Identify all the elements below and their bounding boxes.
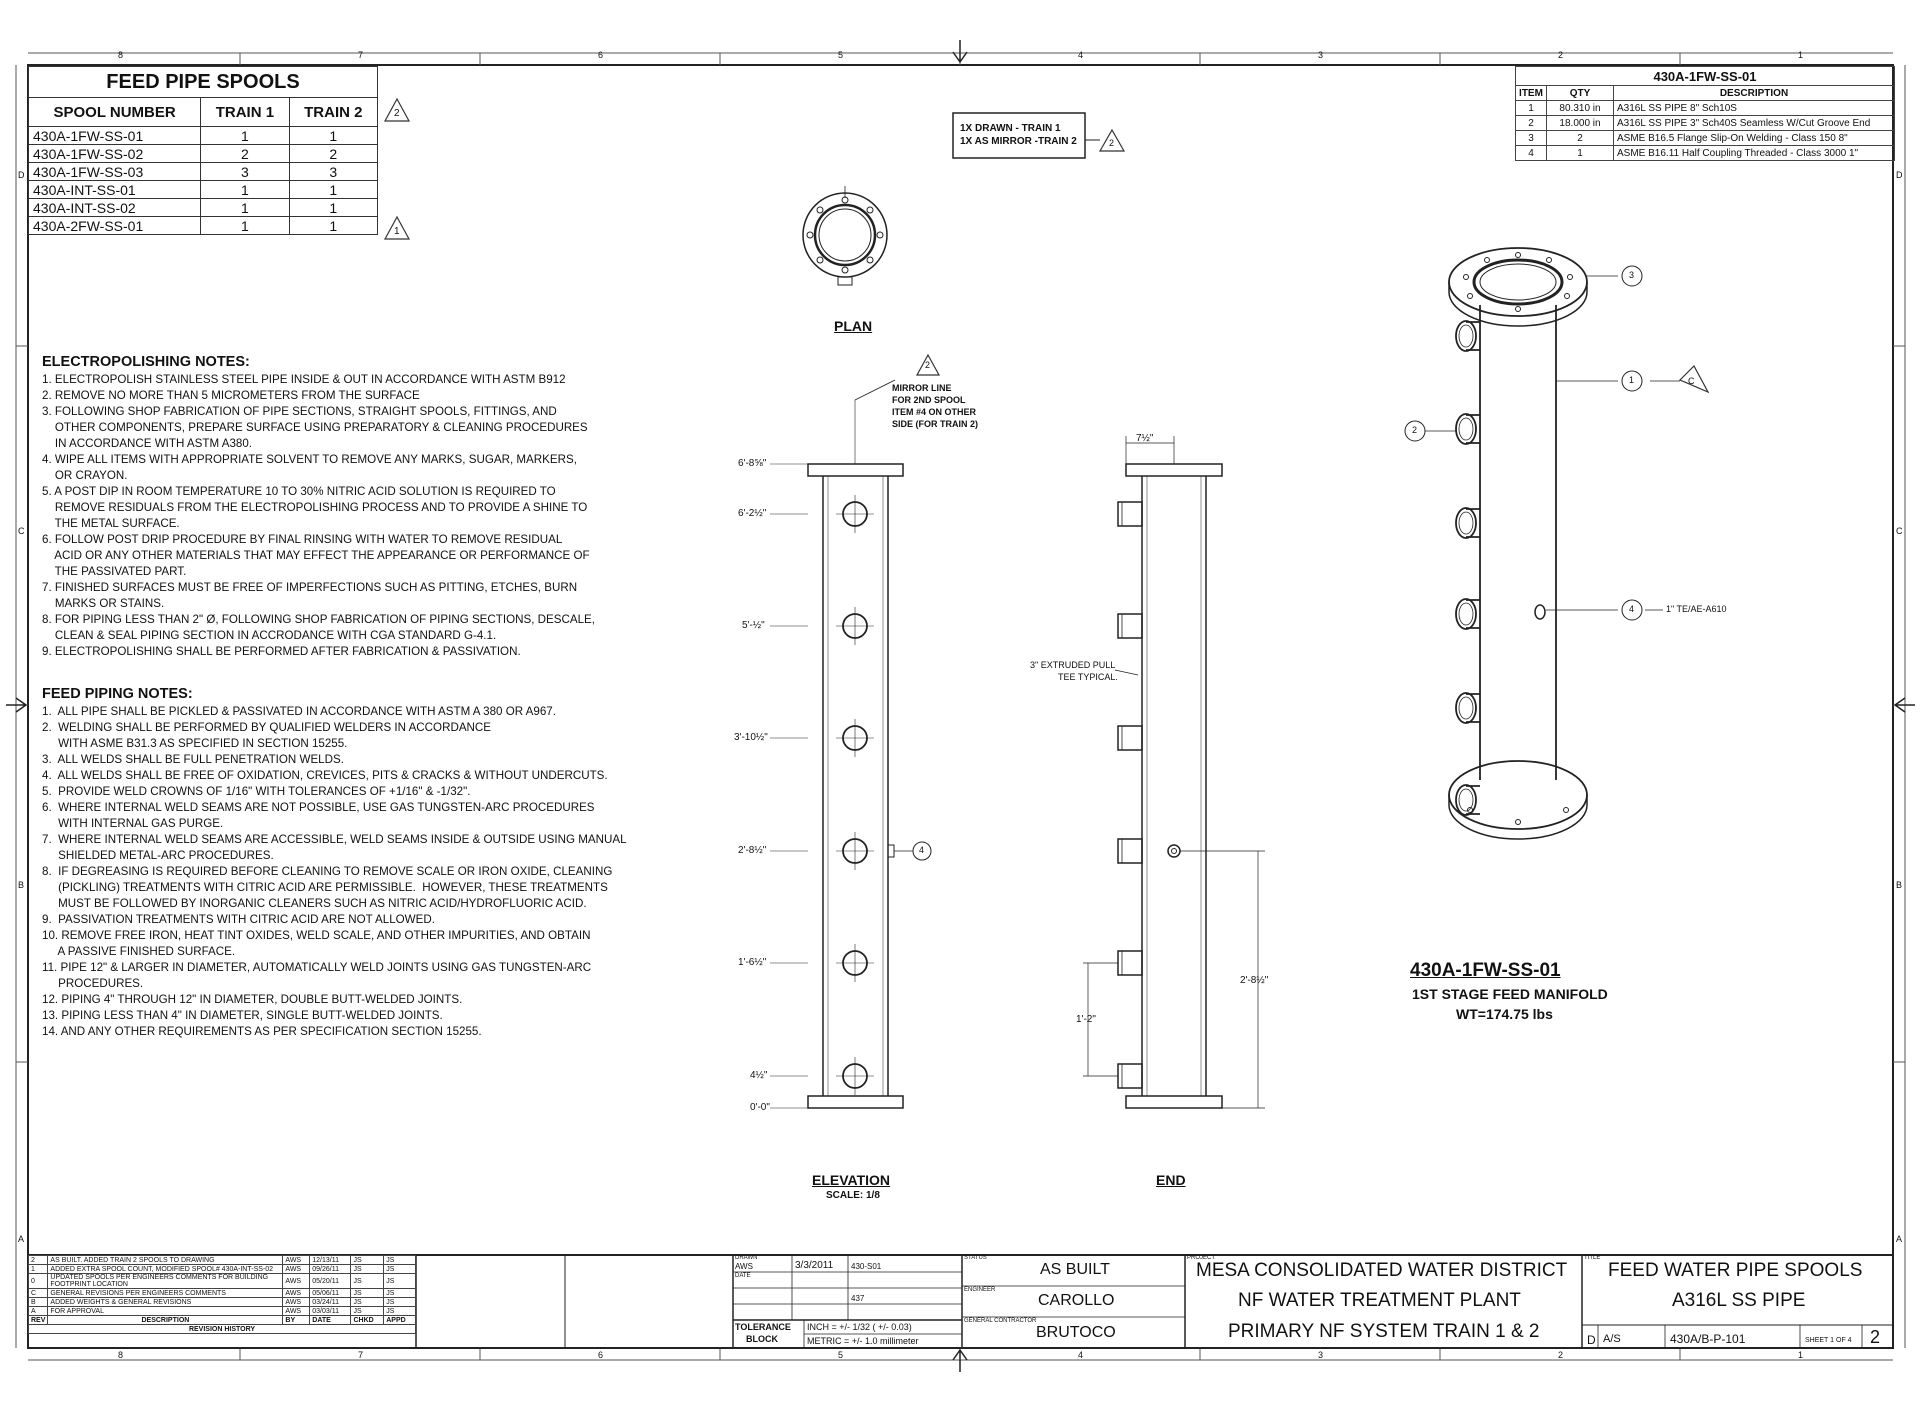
col-label-4-bottom: 4 (1078, 1350, 1084, 1360)
train1-count: 1 (201, 199, 289, 217)
electropolishing-heading: ELECTROPOLISHING NOTES: (42, 354, 250, 370)
bom-description: ASME B16.11 Half Coupling Threaded - Class 3000 1" (1614, 146, 1895, 161)
table-row (29, 1274, 416, 1289)
row-label-a: A (18, 1234, 25, 1244)
bom-item: 1 (1516, 101, 1547, 116)
feed-piping-lines (42, 704, 627, 1040)
col-label-2: 2 (1558, 50, 1564, 60)
rev-by: AWS (283, 1274, 310, 1289)
rev-header-date: DATE (310, 1316, 351, 1325)
engineer-label: ENGINEER (964, 1287, 996, 1293)
rev-header-by: BY (283, 1316, 310, 1325)
note-line: 7. FINISHED SURFACES MUST BE FREE OF IMPERFECTIONS SUCH AS PITTING, ETCHES, BURN (42, 581, 578, 594)
iso-weight: WT=174.75 lbs (1456, 1006, 1553, 1022)
col-label-1-bottom: 1 (1798, 1350, 1804, 1360)
mirror-note-line4: SIDE (FOR TRAIN 2) (892, 419, 979, 429)
row-label-b-right: B (1896, 880, 1903, 890)
rev-chkd: JS (351, 1274, 384, 1289)
tolerance-inch: INCH = +/- 1/32 ( +/- 0.03) (807, 1322, 912, 1332)
table-row (29, 217, 378, 235)
table-row (29, 1307, 416, 1316)
rev-appd: JS (384, 1274, 416, 1289)
table-row (29, 1289, 416, 1298)
title-label: TITLE (1584, 1255, 1601, 1261)
rev-header-appd: APPD (384, 1316, 416, 1325)
table-row (1516, 131, 1895, 146)
rev-by: AWS (283, 1298, 310, 1307)
rev-header-description: DESCRIPTION (48, 1316, 283, 1325)
note-line: 14. AND ANY OTHER REQUIREMENTS AS PER SPECIFICATION SECTION 15255. (42, 1025, 482, 1038)
drawing-date: 3/3/2011 (795, 1260, 834, 1271)
spool-header-train1: TRAIN 1 (201, 98, 289, 127)
iso-te-note: 1" TE/AE-A610 (1666, 604, 1727, 614)
title-line-1: FEED WATER PIPE SPOOLS (1608, 1260, 1863, 1281)
bom-description: A316L SS PIPE 8" Sch10S (1614, 101, 1895, 116)
col-label-3-bottom: 3 (1318, 1350, 1324, 1360)
table-row (1516, 116, 1895, 131)
drawn-note-marker: 2 (1109, 138, 1115, 148)
elev-dim-7: 0'-0" (750, 1102, 770, 1113)
rev-date: 03/03/11 (310, 1307, 351, 1316)
row-label-c: C (18, 526, 25, 536)
spool-table (28, 66, 378, 235)
note-line: 2. WELDING SHALL BE PERFORMED BY QUALIFIED WELDERS IN ACCORDANCE (42, 721, 492, 734)
note-line: 7. WHERE INTERNAL WELD SEAMS ARE ACCESSIBLE, WELD SEAMS INSIDE & OUTSIDE USING MANUAL (42, 833, 627, 846)
table-row (29, 1256, 416, 1265)
bom-qty: 2 (1547, 131, 1614, 146)
elevation-label: ELEVATION (812, 1172, 891, 1188)
elev-dim-0: 6'-8⅝" (738, 458, 767, 469)
mirror-note-line1: MIRROR LINE (892, 383, 952, 393)
mirror-note-line2: FOR 2ND SPOOL (892, 395, 966, 405)
rev-chkd: JS (351, 1256, 384, 1265)
note-line: 6. FOLLOW POST DRIP PROCEDURE BY FINAL RINSING WITH WATER TO REMOVE RESIDUAL (42, 533, 563, 546)
rev-description: UPDATED SPOOLS PER ENGINEERS COMMENTS FOR BUILDING FOOTPRINT LOCATION (48, 1274, 283, 1289)
bom-title: 430A-1FW-SS-01 (1516, 67, 1895, 86)
bom-description: ASME B16.5 Flange Slip-On Welding - Class 150 8" (1614, 131, 1895, 146)
col-label-1: 1 (1798, 50, 1804, 60)
note-line: 11. PIPE 12" & LARGER IN DIAMETER, AUTOMATICALLY WELD JOINTS USING GAS TUNGSTEN-ARC (42, 961, 592, 974)
train2-count: 1 (289, 181, 377, 199)
project-line-1: MESA CONSOLIDATED WATER DISTRICT (1196, 1260, 1568, 1281)
bom-item: 3 (1516, 131, 1547, 146)
table-row (29, 127, 378, 145)
tolerance-label-1: TOLERANCE (735, 1322, 791, 1332)
rev-appd: JS (384, 1298, 416, 1307)
project-line-3: PRIMARY NF SYSTEM TRAIN 1 & 2 (1228, 1321, 1540, 1342)
row-label-b: B (18, 880, 25, 890)
note-line: 5. PROVIDE WELD CROWNS OF 1/16" WITH TOLERANCES OF +1/16" & -1/32". (42, 785, 471, 798)
iso-callout-3: 3 (1629, 270, 1635, 280)
note-line: IN ACCORDANCE WITH ASTM A380. (42, 437, 253, 450)
note-line: SHIELDED METAL-ARC PROCEDURES. (42, 849, 274, 862)
rev-id: 1 (29, 1265, 48, 1274)
rev-id: A (29, 1307, 48, 1316)
note-line: 4. WIPE ALL ITEMS WITH APPROPRIATE SOLVENT TO REMOVE ANY MARKS, SUGAR, MARKERS, (42, 453, 577, 466)
mirror-note-line3: ITEM #4 ON OTHER (892, 407, 977, 417)
spool-header-number: SPOOL NUMBER (29, 98, 201, 127)
tolerance-label-2: BLOCK (746, 1334, 778, 1344)
rev-header-chkd: CHKD (351, 1316, 384, 1325)
train2-count: 2 (289, 145, 377, 163)
iso-title: 430A-1FW-SS-01 (1410, 960, 1561, 981)
table-row (1516, 146, 1895, 161)
bom-header-description: DESCRIPTION (1614, 86, 1895, 101)
revision-history-table (28, 1255, 416, 1334)
train1-count: 1 (201, 181, 289, 199)
note-line: (PICKLING) TREATMENTS WITH CITRIC ACID ARE PERMISSIBLE. HOWEVER, THESE TREATMENTS (42, 881, 608, 894)
rev-chkd: JS (351, 1298, 384, 1307)
note-line: 12. PIPING 4" THROUGH 12" IN DIAMETER, DOUBLE BUTT-WELDED JOINTS. (42, 993, 463, 1006)
col-label-6: 6 (598, 50, 604, 60)
note-line: 9. ELECTROPOLISHING SHALL BE PERFORMED AFTER FABRICATION & PASSIVATION. (42, 645, 521, 658)
end-dim-right: 2'-8½" (1240, 975, 1269, 986)
spool-table-title: FEED PIPE SPOOLS (29, 67, 378, 98)
rev-description: AS BUILT. ADDED TRAIN 2 SPOOLS TO DRAWING (48, 1256, 283, 1265)
drawn-note-line2: 1X AS MIRROR -TRAIN 2 (960, 136, 1077, 147)
mirror-marker: 2 (925, 360, 931, 370)
rev-by: AWS (283, 1265, 310, 1274)
train1-count: 3 (201, 163, 289, 181)
bom-item: 2 (1516, 116, 1547, 131)
note-line: THE PASSIVATED PART. (42, 565, 187, 578)
sheet-size: D (1587, 1333, 1596, 1347)
col-label-7: 7 (358, 50, 364, 60)
note-line: 5. A POST DIP IN ROOM TEMPERATURE 10 TO 30% NITRIC ACID SOLUTION IS REQUIRED TO (42, 485, 556, 498)
title-line-2: A316L SS PIPE (1672, 1290, 1806, 1311)
electropolishing-notes (42, 354, 602, 660)
rev-marker-1: 1 (394, 226, 400, 237)
spool-no: 430-S01 (851, 1262, 882, 1271)
note-line: 3. ALL WELDS SHALL BE FULL PENETRATION WELDS. (42, 753, 344, 766)
elevation-scale: SCALE: 1/8 (826, 1190, 880, 1201)
bom-description: A316L SS PIPE 3" Sch40S Seamless W/Cut Groove End (1614, 116, 1895, 131)
iso-callout-4: 4 (1629, 604, 1635, 614)
tee-note-line1: 3" EXTRUDED PULL (1030, 660, 1116, 670)
rev-description: ADDED EXTRA SPOOL COUNT, MODIFIED SPOOL# 430A-INT-SS-02 (48, 1265, 283, 1274)
rev-id: B (29, 1298, 48, 1307)
note-line: MARKS OR STAINS. (42, 597, 165, 610)
train2-count: 3 (289, 163, 377, 181)
rev-appd: JS (384, 1307, 416, 1316)
feed-piping-notes (42, 686, 627, 1040)
note-line: 1. ELECTROPOLISH STAINLESS STEEL PIPE INSIDE & OUT IN ACCORDANCE WITH ASTM B912 (42, 373, 566, 386)
note-line: OR CRAYON. (42, 469, 128, 482)
feed-piping-heading: FEED PIPING NOTES: (42, 686, 193, 702)
rev-chkd: JS (351, 1289, 384, 1298)
train1-count: 1 (201, 217, 289, 235)
train2-count: 1 (289, 217, 377, 235)
table-row (29, 163, 378, 181)
table-row (29, 1265, 416, 1274)
rev-id: 0 (29, 1274, 48, 1289)
end-label: END (1156, 1172, 1186, 1188)
note-line: REMOVE RESIDUALS FROM THE ELECTROPOLISHING PROCESS AND TO PROVIDE A SHINE TO (42, 501, 588, 514)
note-line: 9. PASSIVATION TREATMENTS WITH CITRIC ACID ARE NOT ALLOWED. (42, 913, 435, 926)
table-row (29, 1298, 416, 1307)
plan-label: PLAN (834, 318, 873, 334)
col-label-8-bottom: 8 (118, 1350, 124, 1360)
table-row (29, 181, 378, 199)
status-value: AS BUILT (1040, 1261, 1110, 1278)
tolerance-metric: METRIC = +/- 1.0 millimeter (807, 1336, 919, 1346)
rev-chkd: JS (351, 1307, 384, 1316)
note-line: 13. PIPING LESS THAN 4" IN DIAMETER, SINGLE BUTT-WELDED JOINTS. (42, 1009, 443, 1022)
note-line: WITH INTERNAL GAS PURGE. (42, 817, 224, 830)
col-label-5: 5 (838, 50, 844, 60)
rev-description: GENERAL REVISIONS PER ENGINEERS COMMENTS (48, 1289, 283, 1298)
status-label: STATUS (964, 1255, 987, 1261)
contractor-value: BRUTOCO (1036, 1324, 1116, 1341)
drawn-label: DRAWN (735, 1255, 758, 1261)
rev-by: AWS (283, 1256, 310, 1265)
elevation-view (770, 380, 931, 1108)
note-line: A PASSIVE FINISHED SURFACE. (42, 945, 236, 958)
rev-appd: JS (384, 1289, 416, 1298)
project-no: 437 (851, 1294, 865, 1303)
tee-note-line2: TEE TYPICAL. (1058, 672, 1118, 682)
spool-number: 430A-1FW-SS-01 (29, 127, 201, 145)
train1-count: 2 (201, 145, 289, 163)
col-label-2-bottom: 2 (1558, 1350, 1564, 1360)
iso-view (1405, 248, 1680, 839)
revision-history-label: REVISION HISTORY (29, 1325, 416, 1334)
note-line: 2. REMOVE NO MORE THAN 5 MICROMETERS FROM THE SURFACE (42, 389, 420, 402)
train1-count: 1 (201, 127, 289, 145)
drawn-by: AWS (735, 1262, 753, 1271)
note-line: 8. IF DEGREASING IS REQUIRED BEFORE CLEANING TO REMOVE SCALE OR IRON OXIDE, CLEANING (42, 865, 613, 878)
table-row (29, 145, 378, 163)
electropolishing-lines (42, 372, 602, 660)
note-line: 1. ALL PIPE SHALL BE PICKLED & PASSIVATED IN ACCORDANCE WITH ASTM A 380 OR A967. (42, 705, 556, 718)
rev-by: AWS (283, 1307, 310, 1316)
row-label-c-right: C (1896, 526, 1903, 536)
note-line: 6. WHERE INTERNAL WELD SEAMS ARE NOT POSSIBLE, USE GAS TUNGSTEN-ARC PROCEDURES (42, 801, 595, 814)
rev-date: 09/26/11 (310, 1265, 351, 1274)
spool-number: 430A-INT-SS-02 (29, 199, 201, 217)
note-line: 4. ALL WELDS SHALL BE FREE OF OXIDATION, CREVICES, PITS & CRACKS & WITHOUT UNDERCUTS. (42, 769, 608, 782)
note-line: WITH ASME B31.3 AS SPECIFIED IN SECTION 15255. (42, 737, 348, 750)
engineer-value: CAROLLO (1038, 1292, 1115, 1309)
end-dim-left: 1'-2" (1076, 1014, 1096, 1025)
spool-number: 430A-1FW-SS-03 (29, 163, 201, 181)
rev-date: 12/13/11 (310, 1256, 351, 1265)
rev-date: 05/06/11 (310, 1289, 351, 1298)
train2-count: 1 (289, 127, 377, 145)
rev-chkd: JS (351, 1265, 384, 1274)
project-line-2: NF WATER TREATMENT PLANT (1238, 1290, 1521, 1311)
row-label-d-right: D (1896, 170, 1903, 180)
note-line: ACID OR ANY OTHER MATERIALS THAT MAY EFFECT THE APPEARANCE OR PERFORMANCE OF (42, 549, 590, 562)
bom-header-qty: QTY (1547, 86, 1614, 101)
row-label-a-right: A (1896, 1234, 1903, 1244)
rev-header-rev: REV (29, 1316, 48, 1325)
note-line: OTHER COMPONENTS, PREPARE SURFACE USING PREPARATORY & CLEANING PROCEDURES (42, 421, 588, 434)
table-row (1516, 101, 1895, 116)
bom-qty: 1 (1547, 146, 1614, 161)
iso-subtitle: 1ST STAGE FEED MANIFOLD (1412, 986, 1608, 1002)
project-label: PROJECT (1187, 1255, 1216, 1261)
bom-qty: 18.000 in (1547, 116, 1614, 131)
rev-description: FOR APPROVAL (48, 1307, 283, 1316)
rev-id: 2 (29, 1256, 48, 1265)
rev-id: C (29, 1289, 48, 1298)
revision-number: 2 (1870, 1327, 1881, 1347)
col-label-3: 3 (1318, 50, 1324, 60)
rev-marker-2: 2 (394, 108, 400, 119)
elev-dim-1: 6'-2½" (738, 508, 767, 519)
col-label-4: 4 (1078, 50, 1084, 60)
rev-description: ADDED WEIGHTS & GENERAL REVISIONS (48, 1298, 283, 1307)
date-label: DATE (735, 1273, 751, 1279)
drawn-note-line1: 1X DRAWN - TRAIN 1 (960, 123, 1061, 134)
col-label-7-bottom: 7 (358, 1350, 364, 1360)
rev-by: AWS (283, 1289, 310, 1298)
revision-header-row (29, 1316, 416, 1325)
scale-value: A/S (1603, 1333, 1621, 1345)
elev-dim-4: 2'-8½" (738, 845, 767, 856)
end-top-dim: 7½" (1136, 433, 1154, 444)
note-line: PROCEDURES. (42, 977, 144, 990)
note-line: MUST BE FOLLOWED BY INORGANIC CLEANERS SUCH AS NITRIC ACID/HYDROFLUORIC ACID. (42, 897, 587, 910)
rev-appd: JS (384, 1256, 416, 1265)
note-line: THE METAL SURFACE. (42, 517, 180, 530)
spool-number: 430A-2FW-SS-01 (29, 217, 201, 235)
sheet-number: SHEET 1 OF 4 (1805, 1337, 1852, 1344)
note-line: 8. FOR PIPING LESS THAN 2" Ø, FOLLOWING SHOP FABRICATION OF PIPING SECTIONS, DESCALE, (42, 613, 596, 626)
iso-callout-2: 2 (1412, 425, 1418, 435)
note-line: 3. FOLLOWING SHOP FABRICATION OF PIPE SECTIONS, STRAIGHT SPOOLS, FITTINGS, AND (42, 405, 557, 418)
col-label-6-bottom: 6 (598, 1350, 604, 1360)
spool-header-train2: TRAIN 2 (289, 98, 377, 127)
end-view (1083, 436, 1265, 1108)
col-label-8: 8 (118, 50, 124, 60)
spool-number: 430A-1FW-SS-02 (29, 145, 201, 163)
bom-table (1515, 66, 1895, 161)
bom-qty: 80.310 in (1547, 101, 1614, 116)
note-line: 10. REMOVE FREE IRON, HEAT TINT OXIDES, WELD SCALE, AND OTHER IMPURITIES, AND OBTAIN (42, 929, 591, 942)
spool-number: 430A-INT-SS-01 (29, 181, 201, 199)
elev-dim-6: 4½" (750, 1070, 768, 1081)
col-label-5-bottom: 5 (838, 1350, 844, 1360)
drawing-number: 430A/B-P-101 (1670, 1332, 1746, 1346)
elev-dim-3: 3'-10½" (734, 732, 768, 743)
bom-header-item: ITEM (1516, 86, 1547, 101)
note-line: CLEAN & SEAL PIPING SECTION IN ACCRODANCE WITH CGA STANDARD G-4.1. (42, 629, 497, 642)
rev-appd: JS (384, 1265, 416, 1274)
iso-rev-c: C (1688, 376, 1695, 386)
elev-dim-5: 1'-6½" (738, 957, 767, 968)
elev-dim-2: 5'-½" (742, 620, 765, 631)
plan-view (803, 186, 887, 285)
row-label-d: D (18, 170, 25, 180)
bom-item: 4 (1516, 146, 1547, 161)
iso-callout-1: 1 (1629, 375, 1635, 385)
elev-callout-4: 4 (919, 845, 925, 855)
rev-date: 03/24/11 (310, 1298, 351, 1307)
contractor-label: GENERAL CONTRACTOR (964, 1318, 1037, 1324)
rev-date: 05/20/11 (310, 1274, 351, 1289)
train2-count: 1 (289, 199, 377, 217)
table-row (29, 199, 378, 217)
